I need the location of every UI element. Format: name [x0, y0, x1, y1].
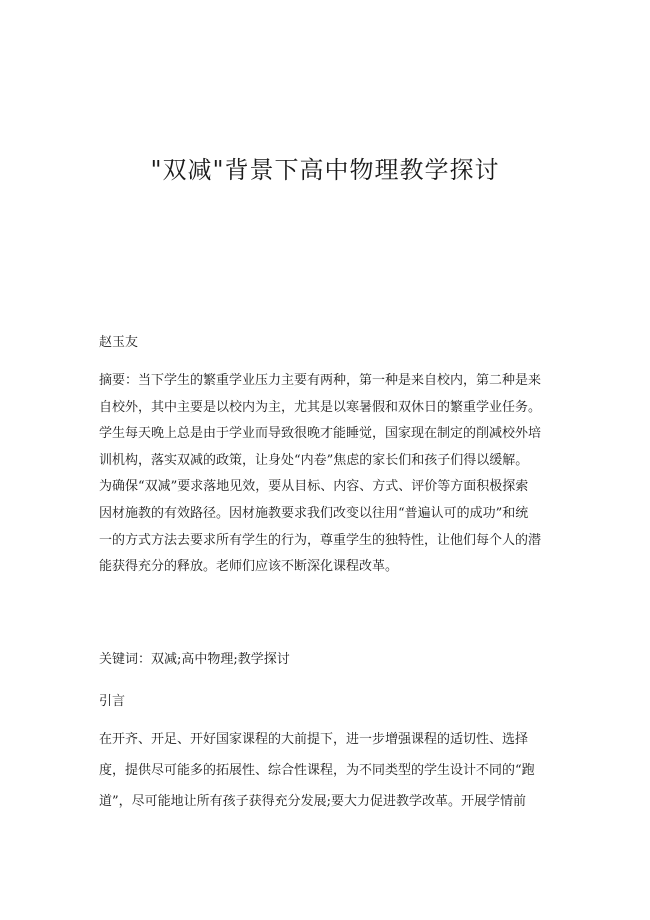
- abstract-paragraph: [99, 368, 551, 581]
- author-name: 赵玉友: [99, 335, 139, 350]
- intro-line: 度，提供尽可能多的拓展性、综合性课程，为不同类型的学生设计不同的“跑: [99, 763, 535, 778]
- abstract-line: 自校外，其中主要是以校内为主，尤其是以寒暑假和双休日的繁重学业任务。: [99, 399, 542, 415]
- abstract-line: 摘要：当下学生的繁重学业压力主要有两种，第一种是来自校内，第二种是来: [99, 373, 542, 388]
- abstract-line: 一的方式方法去要求所有学生的行为，尊重学生的独特性，让他们每个人的潜: [99, 532, 542, 548]
- introduction-paragraph: [99, 724, 551, 817]
- abstract-line: 能获得充分的释放。老师们应该不断深化课程改革。: [99, 559, 399, 575]
- paper-title: "双减"背景下高中物理教学探讨: [150, 156, 500, 184]
- abstract-line: 为确保“双减”要求落地见效，要从目标、内容、方式、评价等方面积极探索: [99, 479, 529, 495]
- keywords-line: 关键词：双减;高中物理;教学探讨: [99, 652, 290, 667]
- intro-line: 道”，尽可能地让所有孩子获得充分发展;要大力促进教学改革。开展学情前: [99, 794, 527, 809]
- abstract-line: 学生每天晚上总是由于学业而导致很晚才能睡觉，国家现在制定的削减校外培: [99, 426, 542, 442]
- section-heading-introduction: 引言: [99, 694, 126, 709]
- intro-line: 在开齐、开足、开好国家课程的大前提下，进一步增强课程的适切性、选择: [99, 732, 529, 747]
- abstract-line: 训机构，落实双减的政策，让身处“内卷”焦虑的家长们和孩子们得以缓解。: [99, 452, 529, 468]
- abstract-line: 因材施教的有效路径。因材施教要求我们改变以往用“普遍认可的成功”和统: [99, 505, 529, 521]
